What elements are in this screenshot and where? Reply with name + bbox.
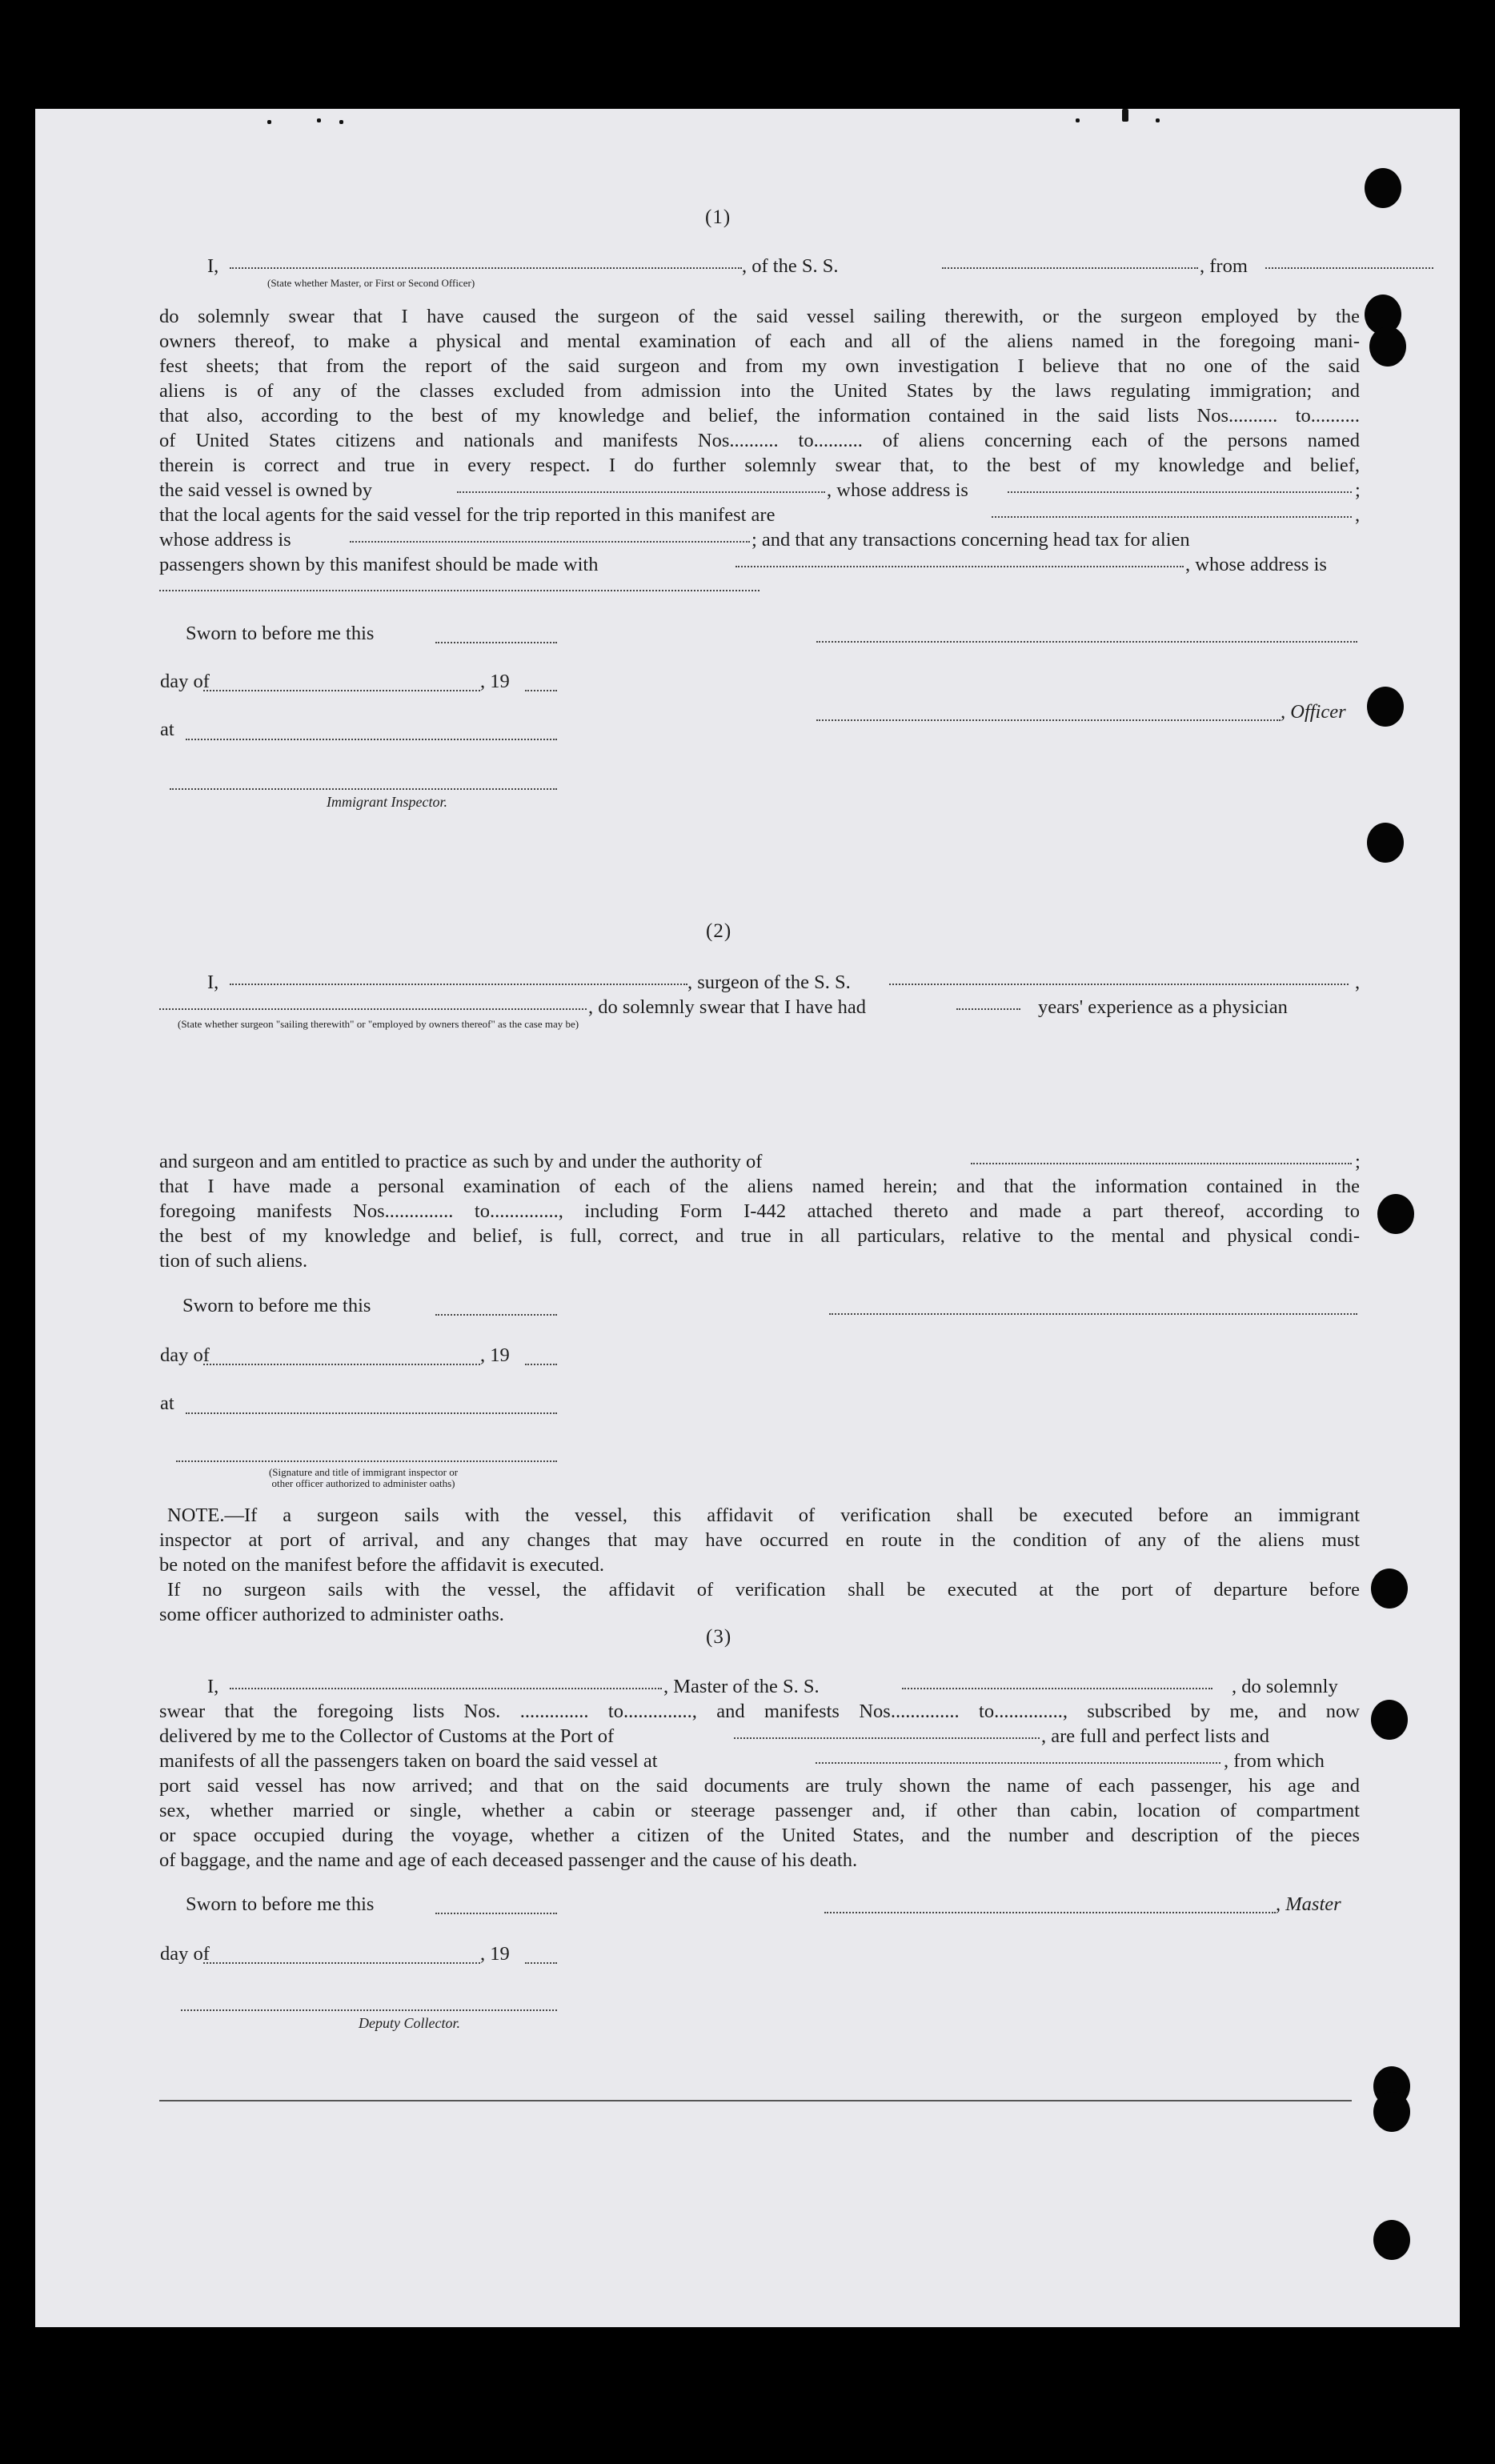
body-line: port said vessel has now arrived; and that on the said documents are truly shown the name of each passenger, his age and [159,1775,1360,1797]
year-label: , 19 [480,1943,510,1965]
sworn-label: Sworn to before me this [186,1893,375,1915]
from-port-blank[interactable] [1265,266,1433,269]
authority-blank[interactable] [971,1162,1352,1164]
body-line: the best of my knowledge and belief, is full, correct, and true in all particulars, relative to the mental and physical condi- [159,1225,1360,1247]
solemnly-label: , do solemnly [1232,1676,1338,1697]
body-line: therein is correct and true in every respect. I do further solemnly swear that, to the best of my knowledge and belief, [159,455,1360,476]
sworn-date-blank[interactable] [435,1313,557,1316]
delivered-label: delivered by me to the Collector of Customs at the Port of [159,1725,615,1747]
day-label: day of [160,671,210,692]
owner-blank[interactable] [457,491,825,493]
oath-i: I, [207,972,219,993]
year-label: , 19 [480,671,510,692]
officer-rank-blank[interactable] [230,266,742,269]
sworn-label: Sworn to before me this [186,623,375,644]
manifests-label: manifests of all the passengers taken on board the said vessel at [159,1750,658,1772]
year-blank[interactable] [525,1363,557,1365]
note-line: be noted on the manifest before the affidavit is executed. [159,1554,605,1576]
body-line: sex, whether married or single, whether a cabin or steerage passenger and, if other than cabin, location of compartment [159,1800,1360,1821]
year-label: , 19 [480,1344,510,1366]
inspector-signature-blank[interactable] [176,1460,557,1462]
at-label: at [160,719,174,740]
body-line: fest sheets; that from the report of the said surgeon and from my own investigation I believe that no one of the said [159,355,1360,377]
from-label: , from [1200,255,1248,277]
at-blank[interactable] [186,738,557,740]
body-line: tion of such aliens. [159,1250,308,1272]
section-3-number: (3) [706,1626,732,1648]
port-blank[interactable] [734,1737,1040,1739]
agents-line: that the local agents for the said vessel for the trip reported in this manifest are , [159,504,1361,526]
body-line: foregoing manifests Nos.............. to.............., including Form I-442 attached thereto and made a part thereof, according to [159,1200,1360,1222]
year-blank[interactable] [525,689,557,691]
from-which-label: , from which [1224,1750,1325,1772]
inspector-caption: Immigrant Inspector. [327,794,447,810]
at-label: at [160,1392,174,1414]
authority-line: and surgeon and am entitled to practice as such by and under the authority of ; [159,1151,1361,1172]
deputy-caption: Deputy Collector. [359,2015,460,2031]
passengers-address-blank[interactable] [159,589,760,591]
officer-signature-top-blank[interactable] [816,640,1357,643]
surgeon-name-blank[interactable] [230,983,687,985]
section-1-number: (1) [705,206,731,228]
body-line: of United States citizens and nationals and manifests Nos.......... to.......... of aliens concerning each of the persons named [159,430,1360,451]
body-line: or space occupied during the voyage, whether a citizen of the United States, and the number and description of the pieces [159,1825,1360,1846]
sworn-date-blank[interactable] [435,641,557,643]
oath-i: I, [207,255,219,277]
day-blank[interactable] [203,1363,480,1365]
surgeon-status-blank[interactable] [159,1008,587,1010]
sworn-date-blank[interactable] [435,1912,557,1914]
owner-address-label: , whose address is [827,479,968,501]
officer-signature-blank[interactable] [816,719,1281,721]
manifests-line [159,1749,1360,1773]
punch-hole [1365,168,1401,208]
inspector-signature-blank[interactable] [170,787,557,790]
bottom-rule [159,2100,1352,2101]
lists-line: swear that the foregoing lists Nos. .............. to.............., and manifests Nos.............. to.............., subscribed by me, and now [159,1701,1360,1722]
scan-speck [317,118,321,122]
year-blank[interactable] [525,1961,557,1964]
master-vessel-blank[interactable] [902,1687,1212,1689]
oath-i: I, [207,1676,219,1697]
note-line: NOTE.—If a surgeon sails with the vessel, this affidavit of verification shall be executed before an immigrant [167,1504,1360,1526]
punch-hole [1377,1194,1414,1234]
punch-hole [1369,327,1406,367]
head-tax-text: ; and that any transactions concerning head tax for alien [752,529,1190,551]
punch-hole [1367,823,1404,863]
body-line: do solemnly swear that I have caused the surgeon of the said vessel sailing therewith, or the surgeon employed by the [159,306,1360,327]
surgeon-signature-blank[interactable] [829,1312,1357,1315]
vessel-name-blank[interactable] [942,266,1198,269]
body-line: owners thereof, to make a physical and mental examination of each and all of the aliens named in the foregoing mani- [159,331,1360,352]
delivered-line [159,1724,1360,1749]
scan-speck [1122,109,1128,122]
master-sign-label: , Master [1276,1893,1341,1915]
note-line: If no surgeon sails with the vessel, the affidavit of verification shall be executed at the port of departure before [167,1579,1360,1601]
full-lists-label: , are full and perfect lists and [1041,1725,1270,1747]
day-blank[interactable] [203,689,480,691]
boarding-port-blank[interactable] [816,1761,1220,1764]
master-signature-blank[interactable] [824,1911,1276,1913]
scan-speck [339,120,343,124]
owner-address-blank[interactable] [1008,491,1352,493]
surgeon-vessel-label: , surgeon of the S. S. [687,972,851,993]
agents-label: that the local agents for the said vessel for the trip reported in this manifest are [159,504,776,526]
inspector-caption: (Signature and title of immigrant inspector or other officer authorized to administer oaths) [268,1466,459,1489]
body-line: of baggage, and the name and age of each deceased passenger and the cause of his death. [159,1849,858,1871]
agents-address-blank[interactable] [350,540,750,543]
officer-label: , Officer [1281,701,1346,723]
years-label: years' experience as a physician [1038,996,1288,1018]
authority-label: and surgeon and am entitled to practice as such by and under the authority of [159,1151,763,1172]
agents-address-line [159,527,1360,552]
surgeon-vessel-blank[interactable] [889,983,1349,985]
head-tax-agent-blank[interactable] [735,565,1184,567]
passengers-line [159,552,1360,577]
master-label: , Master of the S. S. [663,1676,820,1697]
body-line: that I have made a personal examination of each of the aliens named herein; and that the information contained in the [159,1176,1360,1197]
punch-hole [1371,1569,1408,1609]
master-name-blank[interactable] [230,1687,662,1689]
scan-speck [267,120,271,124]
day-blank[interactable] [203,1961,480,1964]
scan-speck [1156,118,1160,122]
surgeon-status-hint: (State whether surgeon "sailing therewith" or "employed by owners thereof" as the case may be) [178,1018,579,1030]
years-blank[interactable] [956,1008,1020,1010]
scan-speck [1076,118,1080,122]
punch-hole [1371,1700,1408,1740]
at-blank[interactable] [186,1412,557,1414]
agents-address-label: whose address is [159,529,291,551]
day-label: day of [160,1943,210,1965]
punch-hole [1373,2092,1410,2132]
passengers-address-label: , whose address is [1185,554,1327,575]
body-line: aliens is of any of the classes excluded from admission into the United States by the laws regulating immigration; and [159,380,1360,402]
day-label: day of [160,1344,210,1366]
section-2-number: (2) [706,920,732,942]
note-line: some officer authorized to administer oaths. [159,1604,504,1625]
passengers-label: passengers shown by this manifest should be made with [159,554,599,575]
punch-hole [1367,687,1404,727]
owner-label: the said vessel is owned by [159,479,373,501]
vessel-label: , of the S. S. [742,255,839,277]
swear-label: , do solemnly swear that I have had [588,996,866,1018]
officer-rank-hint: (State whether Master, or First or Second Officer) [267,277,475,289]
body-line: that also, according to the best of my knowledge and belief, the information contained in the said lists Nos.......... to.......... [159,405,1360,427]
owner-line: the said vessel is owned by , whose address is ; [159,479,1361,501]
sworn-label: Sworn to before me this [182,1295,371,1316]
deputy-signature-blank[interactable] [181,2009,557,2011]
punch-hole [1373,2220,1410,2260]
agents-blank[interactable] [992,515,1352,518]
form-page: (1) I, , of the S. S. , from (State whether Master, or First or Second Officer) do solemnly swear that I have caused the surgeon of the said vessel sailing therewith, or the surgeon employed by the owners thereof, to make a physical and mental examination of each and all of the aliens named in the foregoing mani- fest sheets; that from the report of the said surgeon and from my own investigation I believe that no one of the said aliens is of any of the classes excluded from admission into the United States by the laws regulating immigration; and that also, according to the best of my knowledge and belief, the information contained in the said lists Nos.......... to.......... of United States citizens and nationals and manifests Nos.......... to.......... of aliens concerning each of the persons named therein is correct and true in every respect. I do further solemnly swear that, to the best of my knowledge and belief, the said vessel is owned by , whose address is ; that the local agents for the said vessel for the trip reported in this manifest are , whose address is ; and that any transactions concerning head tax for alien passengers shown by this manifest should be made with , whose address is Sworn to before me this day of , 19 at , Officer Immigrant Inspector. (2) I, , surgeon of the S. S. , , do solemnly swear that I have had years' experience as a physician (State whether surgeon "sailing therewith" or "employed by owners thereof" as the case may be) and surgeon and am entitled to practice as such by and under the authority of ; that I have made a personal examination of each of the aliens named herein; and that the information contained in the foregoing manifests Nos.............. to.............., including Form I-442 attached thereto and made a part thereof, according to the best of my knowledge and belief, is full, correct, and true in all particulars, relative to the mental and physical condi- tion of such aliens. Sworn to before me this day of , 19 at (Signature and title of immigrant inspector or other officer authorized to administer oaths) NOTE.—If a surgeon sails with the vessel, this affidavit of verification shall be executed before an immigrant inspector at port of arrival, and any changes that may have occurred en route in the condition of any of the aliens must be noted on the manifest before the affidavit is executed. If no surgeon sails with the vessel, the affidavit of verification shall be executed at the port of departure before some officer authorized to administer oaths. (3) I, , Master of the S. S. , do solemnly swear that the foregoing lists Nos. .............. to.............., and manifests Nos.............. to.............., subscribed by me, and now delivered by me to the Collector of Customs at the Port of , are full and perfect lists and manifests of all the passengers taken on board the said vessel at , from which port said vessel has now arrived; and that on the said documents are truly shown the name of each passenger, his age and sex, whether married or single, whether a cabin or steerage passenger and, if other than cabin, location of compartment or space occupied during the voyage, whether a citizen of the United States, and the number and description of the pieces of baggage, and the name and age of each deceased passenger and the cause of his death. Sworn to before me this , Master day of , 19 Deputy Collector. [35,109,1460,2327]
note-line: inspector at port of arrival, and any changes that may have occurred en route in the condition of any of the aliens must [159,1529,1360,1551]
